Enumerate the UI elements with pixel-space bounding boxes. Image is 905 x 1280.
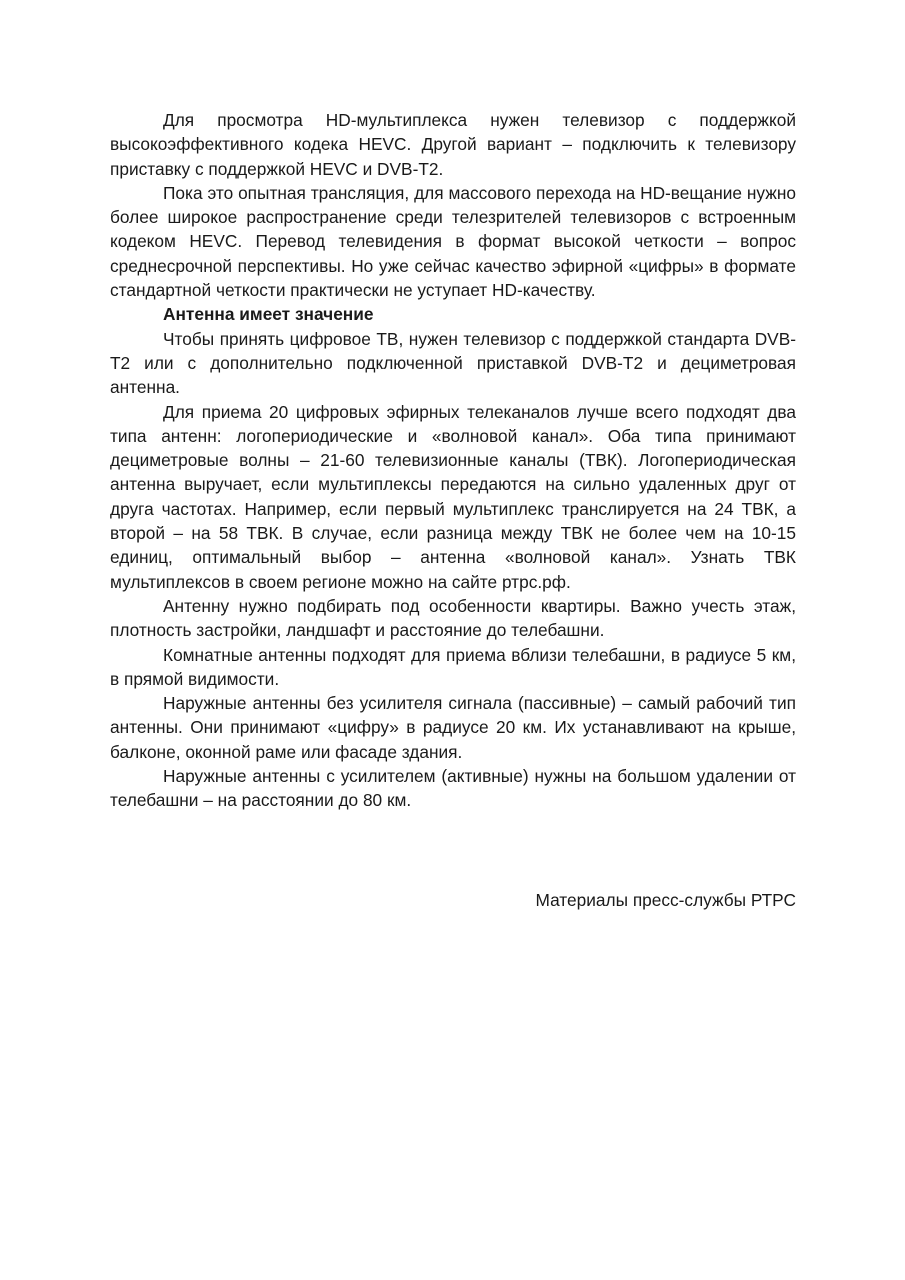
paragraph-receive-digital-tv: Чтобы принять цифровое ТВ, нужен телевизор с поддержкой стандарта DVB-T2 или с дополнительно подключенной приставкой DVB-T2 и дециметровая антенна. — [110, 328, 796, 398]
paragraph-antenna-types: Для приема 20 цифровых эфирных телеканалов лучше всего подходят два типа антенн: логопериодические и «волновой канал». Оба типа принимают дециметровые волны – 21-60 телевизионные каналы (ТВК). Логопериодическая антенна выручает, если мультиплексы передаются на сильно удаленных друг от друга частотах. Например, если первый мультиплекс транслируется на 24 ТВК, а второй – на 58 ТВК. В случае, если разница между ТВК не более чем на 10-15 единиц, оптимальный выбор – антенна «волновой канал». Узнать ТВК мультиплексов в своем регионе можно на сайте ртрс.рф. — [110, 401, 796, 592]
paragraph-indoor-antennas: Комнатные антенны подходят для приема вблизи телебашни, в радиусе 5 км, в прямой видимости. — [110, 644, 796, 689]
signature: Материалы пресс-службы РТРС — [535, 890, 796, 910]
document-body — [110, 108, 796, 813]
paragraph-antenna-selection: Антенну нужно подбирать под особенности квартиры. Важно учесть этаж, плотность застройки, ландшафт и расстояние до телебашни. — [110, 595, 796, 641]
paragraph-passive-antennas: Наружные антенны без усилителя сигнала (пассивные) – самый рабочий тип антенны. Они принимают «цифру» в радиусе 20 км. Их устанавливают на крыше, балконе, оконной раме или фасаде здания. — [110, 693, 796, 762]
paragraph-experimental-broadcast: Пока это опытная трансляция, для массового перехода на HD-вещание нужно более широкое распространение среди телезрителей телевизоров с встроенным кодеком HEVC. Перевод телевидения в формат высокой четкости – вопрос среднесрочной перспективы. Но уже сейчас качество эфирной «цифры» в формате стандартной четкости практически не уступает HD-качеству. — [110, 182, 796, 301]
paragraph-hd-multiplex: Для просмотра HD-мультиплекса нужен телевизор с поддержкой высокоэффективного кодека HEVC. Другой вариант – подключить к телевизору приставку с поддержкой HEVC и DVB-T2. — [110, 110, 796, 179]
section-heading: Антенна имеет значение — [163, 304, 374, 325]
paragraph-active-antennas: Наружные антенны с усилителем (активные) нужны на большом удалении от телебашни – на расстоянии до 80 км. — [110, 766, 796, 811]
